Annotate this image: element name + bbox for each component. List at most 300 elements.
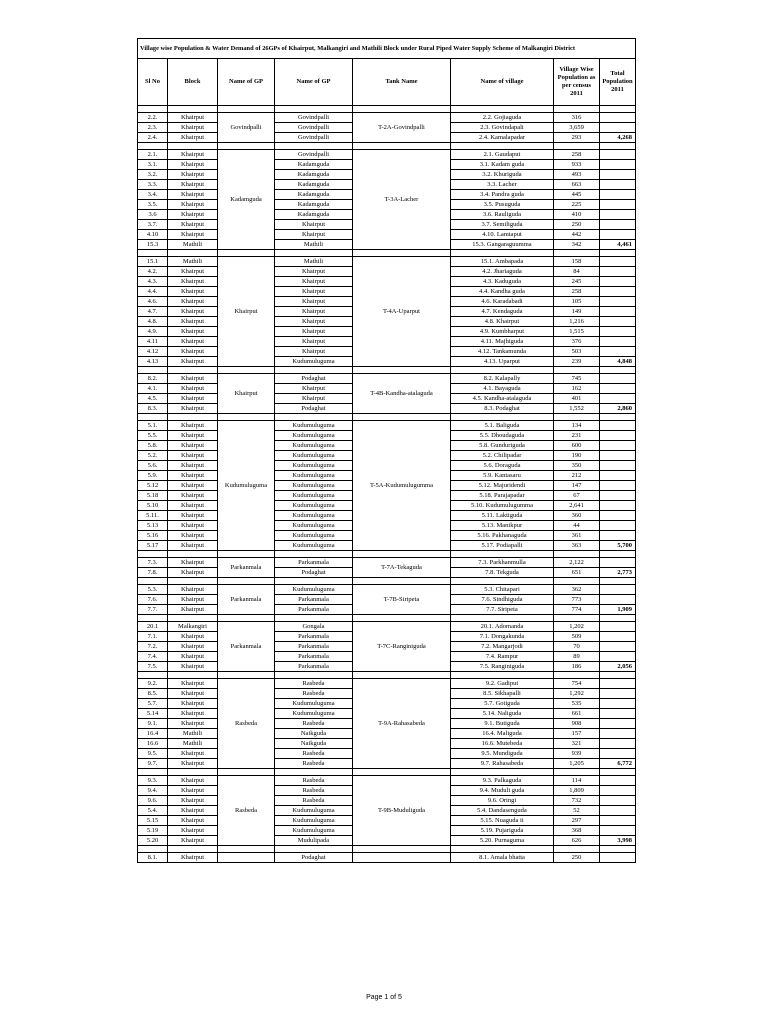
gp-cell: Govindpalli <box>275 150 353 160</box>
sl-no-cell: 4.6. <box>138 297 168 307</box>
sl-no-cell: 5.19 <box>138 826 168 836</box>
village-cell: 5.6. Doraguda <box>451 461 554 471</box>
village-population-cell: 651 <box>554 568 600 578</box>
gp-cell: Parkanmala <box>275 558 353 568</box>
block-cell: Khairput <box>168 431 218 441</box>
sl-no-cell: 9.1. <box>138 719 168 729</box>
gp-cell: Podaghat <box>275 853 353 863</box>
spacer-cell <box>554 769 600 776</box>
sl-no-cell: 20.1 <box>138 622 168 632</box>
sl-no-cell: 9.6. <box>138 796 168 806</box>
table-row <box>138 853 636 863</box>
village-cell: 4.3. Kaduguda <box>451 277 554 287</box>
spacer-cell <box>600 578 636 585</box>
tank-name-cell: T-3A-Lacher <box>353 150 451 250</box>
spacer-cell <box>138 250 168 257</box>
village-population-cell: 1,292 <box>554 689 600 699</box>
block-cell: Khairput <box>168 461 218 471</box>
block-cell: Khairput <box>168 816 218 826</box>
village-cell: 5.3. Chitapari <box>451 585 554 595</box>
village-cell: 7.8. Tekguda <box>451 568 554 578</box>
block-cell: Khairput <box>168 113 218 123</box>
spacer-cell <box>554 367 600 374</box>
village-cell: 5.11. Laktiguda <box>451 511 554 521</box>
total-population-cell <box>600 749 636 759</box>
block-cell: Khairput <box>168 662 218 672</box>
spacer-cell <box>600 250 636 257</box>
total-population-cell <box>600 150 636 160</box>
total-population-cell <box>600 585 636 595</box>
spacer-cell <box>554 250 600 257</box>
table-row <box>138 558 636 568</box>
block-cell: Khairput <box>168 357 218 367</box>
village-population-cell: 939 <box>554 749 600 759</box>
village-cell: 5.5. Dhoudaguda <box>451 431 554 441</box>
gp-cell: Gongala <box>275 622 353 632</box>
spacer-cell <box>168 250 218 257</box>
village-population-cell: 410 <box>554 210 600 220</box>
spacer-cell <box>275 106 353 113</box>
group-spacer-row <box>138 106 636 113</box>
sl-no-cell: 9.5. <box>138 749 168 759</box>
block-cell: Khairput <box>168 689 218 699</box>
total-population-cell <box>600 421 636 431</box>
total-population-cell <box>600 826 636 836</box>
gp-cell: Parkanmala <box>275 642 353 652</box>
gp-cell: Kudumuluguma <box>275 585 353 595</box>
village-cell: 4.5. Kandha-atalaguda <box>451 394 554 404</box>
spacer-cell <box>168 615 218 622</box>
village-cell: 20.1. Adomanda <box>451 622 554 632</box>
village-population-cell: 190 <box>554 451 600 461</box>
village-population-cell: 442 <box>554 230 600 240</box>
block-cell: Khairput <box>168 568 218 578</box>
group-spacer-row <box>138 672 636 679</box>
village-population-cell: 212 <box>554 471 600 481</box>
tank-name-cell: T-4B-Kandha-atalaguda <box>353 374 451 414</box>
block-cell: Khairput <box>168 652 218 662</box>
header-block: Block <box>168 59 218 106</box>
table-row <box>138 679 636 689</box>
sl-no-cell: 5.12 <box>138 481 168 491</box>
total-population-cell <box>600 461 636 471</box>
village-population-cell: 134 <box>554 421 600 431</box>
gp-cell: Khairput <box>275 337 353 347</box>
spacer-cell <box>353 551 451 558</box>
total-population-cell <box>600 806 636 816</box>
block-cell: Khairput <box>168 180 218 190</box>
village-population-cell: 535 <box>554 699 600 709</box>
spacer-cell <box>554 672 600 679</box>
total-population-cell <box>600 277 636 287</box>
village-cell: 4.11. Majhiguda <box>451 337 554 347</box>
gp-cell: Kudumuluguma <box>275 541 353 551</box>
total-population-cell: 4,268 <box>600 133 636 143</box>
gp-cell: Naikguda <box>275 739 353 749</box>
village-population-cell: 754 <box>554 679 600 689</box>
spacer-cell <box>554 615 600 622</box>
group-spacer-row <box>138 250 636 257</box>
gp-cell: Parkanmala <box>275 632 353 642</box>
sl-no-cell: 8.5. <box>138 689 168 699</box>
village-cell: 3.2. Khuriguda <box>451 170 554 180</box>
table-row <box>138 257 636 267</box>
page-footer: Page 1 of 5 <box>366 994 402 1001</box>
total-population-cell <box>600 531 636 541</box>
village-population-cell: 316 <box>554 113 600 123</box>
sl-no-cell: 3.5. <box>138 200 168 210</box>
gp-group-cell: Kudumuluguma <box>218 421 275 551</box>
spacer-cell <box>218 250 275 257</box>
tank-name-cell: T-7B-Siripeta <box>353 585 451 615</box>
gp-cell: Khairput <box>275 297 353 307</box>
village-population-cell: 445 <box>554 190 600 200</box>
total-population-cell <box>600 521 636 531</box>
gp-group-cell: Rasbeda <box>218 679 275 769</box>
gp-group-cell: Govindpalli <box>218 113 275 143</box>
spacer-cell <box>218 615 275 622</box>
spacer-cell <box>600 106 636 113</box>
gp-cell: Kudumuluguma <box>275 451 353 461</box>
total-population-cell <box>600 471 636 481</box>
spacer-cell <box>353 143 451 150</box>
sl-no-cell: 8.2. <box>138 374 168 384</box>
block-cell: Khairput <box>168 230 218 240</box>
sl-no-cell: 5.18 <box>138 491 168 501</box>
spacer-cell <box>451 578 554 585</box>
tank-name-cell: T-7C-Ranginiguda <box>353 622 451 672</box>
village-population-cell: 1,809 <box>554 786 600 796</box>
village-cell: 5.14. Naliguda <box>451 709 554 719</box>
village-population-cell: 360 <box>554 511 600 521</box>
tank-name-cell: T-9A-Rahasabeda <box>353 679 451 769</box>
spacer-cell <box>554 414 600 421</box>
total-population-cell <box>600 739 636 749</box>
sl-no-cell: 5.6. <box>138 461 168 471</box>
table-row <box>138 421 636 431</box>
gp-group-cell: Parkanmala <box>218 622 275 672</box>
gp-cell: Kudumuluguma <box>275 531 353 541</box>
spacer-cell <box>275 846 353 853</box>
gp-cell: Kudumuluguma <box>275 461 353 471</box>
village-cell: 5.15. Nuaguda ii <box>451 816 554 826</box>
sl-no-cell: 7.2. <box>138 642 168 652</box>
sl-no-cell: 5.9. <box>138 471 168 481</box>
spacer-cell <box>218 769 275 776</box>
total-population-cell: 4,848 <box>600 357 636 367</box>
village-population-cell: 321 <box>554 739 600 749</box>
village-cell: 4.12. Tankamunda <box>451 347 554 357</box>
gp-group-cell: Khairput <box>218 374 275 414</box>
sl-no-cell: 7.4. <box>138 652 168 662</box>
block-cell: Khairput <box>168 347 218 357</box>
spacer-cell <box>275 414 353 421</box>
block-cell: Khairput <box>168 853 218 863</box>
sl-no-cell: 5.10 <box>138 501 168 511</box>
table-row <box>138 150 636 160</box>
gp-group-cell <box>218 853 275 863</box>
sl-no-cell: 15.1 <box>138 257 168 267</box>
village-cell: 5.4. Dandasenguda <box>451 806 554 816</box>
header-village-population: Village Wise Population as per census 2011 <box>554 59 600 106</box>
sl-no-cell: 7.5. <box>138 662 168 672</box>
total-population-cell: 4,461 <box>600 240 636 250</box>
table-row <box>138 113 636 123</box>
sl-no-cell: 5.8. <box>138 441 168 451</box>
total-population-cell: 1,909 <box>600 605 636 615</box>
gp-cell: Kadamguda <box>275 200 353 210</box>
spacer-cell <box>451 846 554 853</box>
spacer-cell <box>451 106 554 113</box>
village-cell: 7.5. Ranginiguda <box>451 662 554 672</box>
gp-cell: Govindpalli <box>275 133 353 143</box>
block-cell: Khairput <box>168 123 218 133</box>
gp-cell: Khairput <box>275 307 353 317</box>
village-cell: 5.20. Purnaguma <box>451 836 554 846</box>
sl-no-cell: 7.8. <box>138 568 168 578</box>
gp-group-cell: Khairput <box>218 257 275 367</box>
village-cell: 3.1. Kadam guda <box>451 160 554 170</box>
tank-name-cell: T-5A-Kudumulugumma <box>353 421 451 551</box>
total-population-cell <box>600 347 636 357</box>
header-row <box>138 59 636 106</box>
spacer-cell <box>600 769 636 776</box>
table-row <box>138 622 636 632</box>
block-cell: Malkangiri <box>168 622 218 632</box>
header-village: Name of village <box>451 59 554 106</box>
village-cell: 9.3. Palkaguda <box>451 776 554 786</box>
village-population-cell: 3,659 <box>554 123 600 133</box>
sl-no-cell: 7.6. <box>138 595 168 605</box>
village-cell: 5.17. Podiapalli <box>451 541 554 551</box>
block-cell: Khairput <box>168 491 218 501</box>
sl-no-cell: 4.3. <box>138 277 168 287</box>
sl-no-cell: 2.2. <box>138 113 168 123</box>
spacer-cell <box>168 578 218 585</box>
total-population-cell <box>600 220 636 230</box>
block-cell: Khairput <box>168 327 218 337</box>
sl-no-cell: 5.13 <box>138 521 168 531</box>
village-population-cell: 745 <box>554 374 600 384</box>
total-population-cell <box>600 816 636 826</box>
table-row <box>138 585 636 595</box>
sl-no-cell: 4.12 <box>138 347 168 357</box>
block-cell: Khairput <box>168 642 218 652</box>
village-population-cell: 401 <box>554 394 600 404</box>
sl-no-cell: 16.6 <box>138 739 168 749</box>
sl-no-cell: 3.6 <box>138 210 168 220</box>
gp-cell: Kadamguda <box>275 170 353 180</box>
sl-no-cell: 4.4. <box>138 287 168 297</box>
gp-cell: Govindpalli <box>275 123 353 133</box>
total-population-cell: 5,700 <box>600 541 636 551</box>
village-population-cell: 368 <box>554 826 600 836</box>
tank-name-cell: T-9B-Muduliguda <box>353 776 451 846</box>
sl-no-cell: 5.16 <box>138 531 168 541</box>
gp-cell: Rasbeda <box>275 776 353 786</box>
total-population-cell <box>600 776 636 786</box>
total-population-cell <box>600 796 636 806</box>
village-cell: 5.1. Baliguda <box>451 421 554 431</box>
gp-cell: Podaghat <box>275 404 353 414</box>
gp-cell: Khairput <box>275 230 353 240</box>
village-population-cell: 258 <box>554 150 600 160</box>
gp-cell: Kudumuluguma <box>275 501 353 511</box>
village-cell: 16.4. Maliguda <box>451 729 554 739</box>
spacer-cell <box>218 672 275 679</box>
spacer-cell <box>168 551 218 558</box>
block-cell: Khairput <box>168 531 218 541</box>
gp-cell: Mudulipada <box>275 836 353 846</box>
block-cell: Khairput <box>168 776 218 786</box>
village-cell: 7.2. Mangarjodi <box>451 642 554 652</box>
village-cell: 5.13. Manikpur <box>451 521 554 531</box>
village-population-cell: 293 <box>554 133 600 143</box>
block-cell: Khairput <box>168 337 218 347</box>
block-cell: Khairput <box>168 451 218 461</box>
total-population-cell <box>600 190 636 200</box>
gp-cell: Rasbeda <box>275 679 353 689</box>
spacer-cell <box>275 769 353 776</box>
sl-no-cell: 16.4 <box>138 729 168 739</box>
total-population-cell <box>600 200 636 210</box>
total-population-cell <box>600 451 636 461</box>
total-population-cell <box>600 491 636 501</box>
spacer-cell <box>218 846 275 853</box>
village-cell: 4.4. Kandha guda <box>451 287 554 297</box>
block-cell: Khairput <box>168 558 218 568</box>
spacer-cell <box>168 367 218 374</box>
block-cell: Khairput <box>168 471 218 481</box>
sl-no-cell: 7.7. <box>138 605 168 615</box>
block-cell: Khairput <box>168 267 218 277</box>
total-population-cell <box>600 160 636 170</box>
spacer-cell <box>554 106 600 113</box>
sl-no-cell: 2.4. <box>138 133 168 143</box>
village-cell: 9.4. Muduli guda <box>451 786 554 796</box>
village-cell: 5.16. Pakhanaguda <box>451 531 554 541</box>
total-population-cell <box>600 257 636 267</box>
total-population-cell <box>600 679 636 689</box>
total-population-cell <box>600 853 636 863</box>
total-population-cell <box>600 709 636 719</box>
gp-cell: Rasbeda <box>275 719 353 729</box>
header-gp-group: Name of GP <box>218 59 275 106</box>
spacer-cell <box>451 414 554 421</box>
tank-name-cell: T-7A-Tekaguda <box>353 558 451 578</box>
village-cell: 15.3. Gangaraguumma <box>451 240 554 250</box>
table-row <box>138 374 636 384</box>
block-cell: Khairput <box>168 749 218 759</box>
spacer-cell <box>600 414 636 421</box>
village-cell: 4.9. Kumbharput <box>451 327 554 337</box>
gp-cell: Mathili <box>275 257 353 267</box>
village-population-cell: 70 <box>554 642 600 652</box>
block-cell: Mathili <box>168 257 218 267</box>
block-cell: Khairput <box>168 501 218 511</box>
block-cell: Khairput <box>168 307 218 317</box>
sl-no-cell: 2.1. <box>138 150 168 160</box>
sl-no-cell: 4.9. <box>138 327 168 337</box>
village-population-cell: 297 <box>554 816 600 826</box>
village-cell: 5.2. Chilipadar <box>451 451 554 461</box>
total-population-cell: 3,998 <box>600 836 636 846</box>
village-cell: 8.2. Kalapally <box>451 374 554 384</box>
village-population-cell: 250 <box>554 853 600 863</box>
block-cell: Khairput <box>168 374 218 384</box>
sl-no-cell: 4.7. <box>138 307 168 317</box>
block-cell: Khairput <box>168 605 218 615</box>
village-population-cell: 1,216 <box>554 317 600 327</box>
gp-cell: Kudumuluguma <box>275 441 353 451</box>
spacer-cell <box>353 414 451 421</box>
sl-no-cell: 5.11. <box>138 511 168 521</box>
spacer-cell <box>353 250 451 257</box>
spacer-cell <box>138 106 168 113</box>
sl-no-cell: 7.1. <box>138 632 168 642</box>
spacer-cell <box>600 846 636 853</box>
sl-no-cell: 5.5. <box>138 431 168 441</box>
sl-no-cell: 5.15 <box>138 816 168 826</box>
village-cell: 9.2. Gadiput <box>451 679 554 689</box>
village-cell: 3.5. Pusuguda <box>451 200 554 210</box>
gp-cell: Khairput <box>275 220 353 230</box>
village-population-cell: 157 <box>554 729 600 739</box>
village-cell: 4.10. Lamtaput <box>451 230 554 240</box>
village-cell: 5.8. Gunduriguda <box>451 441 554 451</box>
total-population-cell <box>600 729 636 739</box>
gp-cell: Rasbeda <box>275 689 353 699</box>
sl-no-cell: 3.7. <box>138 220 168 230</box>
spacer-cell <box>218 414 275 421</box>
total-population-cell <box>600 699 636 709</box>
spacer-cell <box>138 615 168 622</box>
village-cell: 4.13. Uparput <box>451 357 554 367</box>
gp-cell: Parkanmala <box>275 662 353 672</box>
village-population-cell: 149 <box>554 307 600 317</box>
gp-cell: Rasbeda <box>275 759 353 769</box>
spacer-cell <box>554 551 600 558</box>
village-cell: 2.2. Gojiaguda <box>451 113 554 123</box>
village-population-cell: 67 <box>554 491 600 501</box>
block-cell: Khairput <box>168 806 218 816</box>
block-cell: Khairput <box>168 210 218 220</box>
village-cell: 9.7. Rahasabeda <box>451 759 554 769</box>
spacer-cell <box>138 551 168 558</box>
gp-cell: Kudumuluguma <box>275 816 353 826</box>
total-population-cell: 2,860 <box>600 404 636 414</box>
village-cell: 2.4. Kamalapadar <box>451 133 554 143</box>
gp-cell: Kudumuluguma <box>275 421 353 431</box>
block-cell: Khairput <box>168 595 218 605</box>
block-cell: Khairput <box>168 421 218 431</box>
village-cell: 3.6. Rauliguda <box>451 210 554 220</box>
village-population-cell: 44 <box>554 521 600 531</box>
spacer-cell <box>600 551 636 558</box>
village-cell: 8.3. Podaghat <box>451 404 554 414</box>
village-population-cell: 350 <box>554 461 600 471</box>
block-cell: Khairput <box>168 836 218 846</box>
block-cell: Khairput <box>168 200 218 210</box>
spacer-cell <box>168 143 218 150</box>
total-population-cell <box>600 337 636 347</box>
spacer-cell <box>451 250 554 257</box>
village-population-cell: 1,205 <box>554 759 600 769</box>
spacer-cell <box>451 143 554 150</box>
block-cell: Khairput <box>168 190 218 200</box>
total-population-cell: 6,772 <box>600 759 636 769</box>
block-cell: Khairput <box>168 826 218 836</box>
